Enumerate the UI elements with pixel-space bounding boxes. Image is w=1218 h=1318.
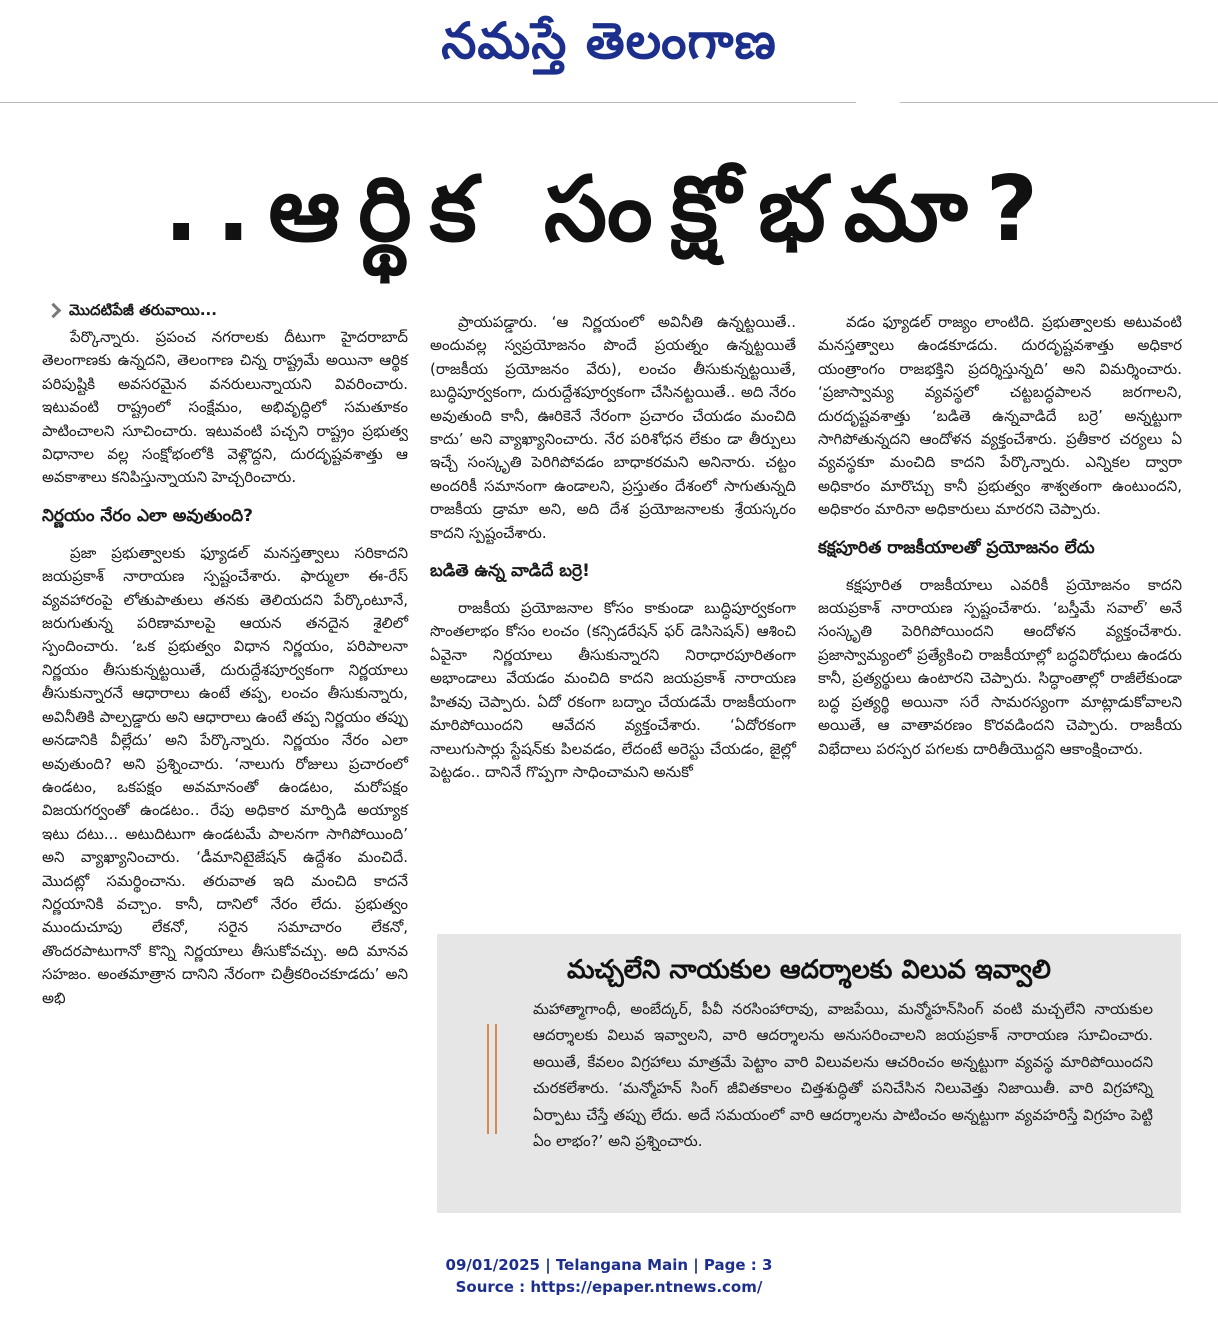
sidebar-box-accent-line xyxy=(487,1024,489,1134)
article-column-1 xyxy=(42,298,408,1010)
column-1-subheading: నిర్ణయం నేరం ఎలా అవుతుంది? xyxy=(42,505,253,526)
column-3-subheading: కక్షపూరిత రాజకీయాలతో ప్రయోజనం లేదు xyxy=(818,537,1095,558)
article-column-3 xyxy=(818,311,1182,761)
column-2-paragraph-2: రాజకీయ ప్రయోజనాల కోసం కాకుండా బుద్ధిపూర్వకంగా సొంతలాభం కోసం లంచం (కన్సిడరేషన్ ఫర్ డెసిసెషన్) ఆశించి ఏవైనా నిర్ణయాలు తీసుకున్నారని నిరాధారపూరితంగా అభాండాలు వేయడం మంచిది కాదని జయప్రకాశ్ నారాయణ హితవు చెప్పారు. ఏదో రకంగా బద్నాం చేయడమే రాజకీయంగా మారిపోయిందని ఆవేదన వ్యక్తంచేశారు. ‘ఏదోరకంగా నాలుగుసార్లు స్టేషన్‌కు పిలవడం, లేదంటే అరెస్టు చేయడం, జైల్లో పెట్టడం.. దానినే గొప్పగా సాధించామని అనుకో xyxy=(430,599,796,781)
column-2-paragraph-1: ప్రాయపడ్డారు. ‘ఆ నిర్ణయంలో అవినీతి ఉన్నట్టయితే.. అందువల్ల స్వప్రయోజనం పొందే ప్రయత్నం ఉన్నట్టయితే (రాజకీయ ప్రయోజనం వేరు), లంచం తీసుకున్నట్టయితే, బుద్ధిపూర్వకంగా, దురుద్దేశపూర్వకంగా చేసినట్టయితే.. అది నేరం అవుతుంది కానీ, ఊరికెనే నేరంగా ప్రచారం చేయడం మంచిది కాదు’ అని వ్యాఖ్యానించారు. నేర పరిశోధన లేకుం డా తీర్పులు ఇచ్చే సంస్కృతి పెరిగిపోవడం బాధాకరమని అనినారు. చట్టం అందరికీ సమానంగా ఉండాలని, ప్రస్తుతం దేశంలో సాగుతున్నది రాజకీయ డ్రామా అని, అది దేశ ప్రయోజనాలకు శ్రేయస్కరం కాదని స్పష్టంచేశారు. xyxy=(430,313,796,542)
footer-source-link[interactable]: Source : https://epaper.ntnews.com/ xyxy=(455,1278,763,1296)
sidebar-box-body xyxy=(533,996,1153,1154)
masthead-divider-left xyxy=(0,102,856,103)
sidebar-box xyxy=(437,934,1181,1213)
continued-label xyxy=(42,298,408,322)
column-1-paragraph-2: ప్రజా ప్రభుత్వాలకు ఫ్యూడల్ మనస్తత్వాలు సరికాదని జయప్రకాశ్ నారాయణ స్పష్టంచేశారు. ఫార్ములా ఈ-రేస్ వ్యవహారంపై లోతుపాతులు తనకు తెలియదని పేర్కొంటూనే, జరుగుతున్న పరిణామాలపై ఆయన తనదైన శైలిలో స్పందించారు. ‘ఒక ప్రభుత్వం విధాన నిర్ణయం, పరిపాలనా నిర్ణయం తీసుకున్నట్టయితే, దురుద్దేశపూర్వకంగా నిర్ణయాలు తీసుకున్నారనే ఆధారాలు ఉంటే తప్ప, లంచం తీసుకున్నారు, అవినీతికి పాల్పడ్డారు అని ఆధారాలు ఉంటే తప్ప నిర్ణయం తప్పు అనడానికి వీల్లేదు’ అని పేర్కొన్నారు. నిర్ణయం నేరం ఎలా అవుతుంది? అని ప్రశ్నించారు. ‘నాలుగు రోజులు ప్రచారంలో ఉండటం, ఒకపక్షం అవమానంతో ఉండటం, మరోపక్షం విజయగర్వంతో ఉండటం.. రేపు అధికార మార్పిడి అయ్యాక ఇటు దటు... అటుదిటుగా ఉండటమే పాలనగా సాగిపోయింది’ అని వ్యాఖ్యానించారు. ‘డీమానిటైజేషన్ ఉద్దేశం మంచిదే. మొదట్లో సమర్థించాను. తరువాత ఇది మంచిది కాదనే నిర్ణయానికి వచ్చాం. కానీ, దానిలో నేరం లేదు. ప్రభుత్వం ముందుచూపు లేకనో, సరైన సమాచారం లేకనో, తొందరపాటుగానో కొన్ని నిర్ణయాలు తీసుకోవచ్చు. అది మానవ సహజం. అంతమాత్రాన దానిని నేరంగా చిత్రీకరించకూడదు’ అని అభి xyxy=(42,543,408,1007)
sidebar-box-paragraph: మహాత్మాగాంధీ, అంబేద్కర్, పీవీ నరసింహారావు, వాజపేయి, మన్మోహన్‌సింగ్ వంటి మచ్చలేని నాయకుల ఆదర్శాలకు విలువ ఇవ్వాలని, వారి ఆదర్శాలను అనుసరించాలని జయప్రకాశ్ నారాయణ సూచించారు. అయితే, కేవలం విగ్రహాలు మాత్రమే పెట్టాం వారి విలువలను ఆచరించం అన్నట్టుగా వ్యవస్థ మారిపోయిందని చురకలేశారు. ‘మన్మోహన్ సింగ్ జీవితకాలం చిత్తశుద్ధితో పనిచేసిన నిలువెత్తు నిజాయితీ. వారి విగ్రహాన్ని ఏర్పాటు చేస్తే తప్పు లేదు. అదే సమయంలో వారి ఆదర్శాలను పాటించం అన్నట్టుగా వ్యవహరిస్తే విగ్రహం పెట్టి ఏం లాభం?’ అని ప్రశ్నించారు. xyxy=(533,1000,1153,1151)
article-column-2 xyxy=(430,311,796,784)
masthead-divider-right xyxy=(900,102,1218,103)
sidebar-box-title: మచ్చలేని నాయకుల ఆదర్శాలకు విలువ ఇవ్వాలి xyxy=(566,955,1051,985)
column-3-paragraph-2: కక్షపూరిత రాజకీయాలు ఎవరికీ ప్రయోజనం కాదని జయప్రకాశ్ నారాయణ స్పష్టంచేశారు. ‘బస్తీమే సవాల్’ అనే సంస్కృతి పెరిగిపోయిందని ఆందోళన వ్యక్తంచేశారు. ప్రజాస్వామ్యంలో ప్రత్యేకించి రాజకీయాల్లో బద్ధవిరోధులు ఉండరు కానీ, ప్రత్యర్థులు ఉంటారని చెప్పారు. సిద్ధాంతాల్లో రాజీలేకుండా బద్ధ ప్రత్యర్థి అయినా సరే సామరస్యంగా మాట్లాడుకోవాలని అయితే, ఆ వాతావరణం కొరవడిందని చెప్పారు. రాజకీయ విభేదాలు పరస్పర పగలకు దారితీయొద్దని ఆకాంక్షించారు. xyxy=(818,575,1182,758)
chevron-right-icon xyxy=(46,302,62,318)
article-headline: ..ఆర్థిక సంక్షోభమా? xyxy=(164,157,1056,262)
newspaper-masthead: నమస్తే తెలంగాణ xyxy=(441,11,777,70)
column-1-paragraph-1: పేర్కొన్నారు. ప్రపంచ నగరాలకు దీటుగా హైదరాబాద్ తెలంగాణకు ఉన్నదని, తెలంగాణ చిన్న రాష్ట్రమే అయినా ఆర్థిక పరిపుష్టికి అవసరమైన వనరులున్నాయని వివరించారు. ఇటువంటి రాష్ట్రంలో సంక్షేమం, అభివృద్ధిలో సమతూకం పాటించాలని సూచించారు. ఇటువంటి పచ్చని రాష్ట్రం ప్రభుత్వ విధానాల వల్ల సంక్షోభంలోకి వెళ్లొద్దని, దురదృష్టవశాత్తు ఆ అవకాశాలు కనిపిస్తున్నాయని హెచ్చరించారు. xyxy=(42,328,408,487)
sidebar-box-accent-line xyxy=(495,1024,497,1134)
footer-edition-info: 09/01/2025 | Telangana Main | Page : 3 xyxy=(445,1256,773,1274)
continued-text: మొదటిపేజీ తరువాయి... xyxy=(69,301,217,319)
column-2-subheading: బడితె ఉన్న వాడిదే బర్రె! xyxy=(430,561,590,582)
page-footer xyxy=(0,1254,1218,1298)
column-3-paragraph-1: వడం ఫ్యూడల్ రాజ్యం లాంటిది. ప్రభుత్వాలకు అటువంటి మనస్తత్వాలు ఉండకూడదు. దురదృష్టవశాత్తు అధికార యంత్రాంగం రాజభక్తిని ప్రదర్శిస్తున్నది’ అని విమర్శించారు. ‘ప్రజాస్వామ్య వ్యవస్థలో చట్టబద్ధపాలన జరగాలని, దురదృష్టవశాత్తు ‘బడితె ఉన్నవాడిదే బర్రె’ అన్నట్టుగా సాగిపోతున్నదని ఆందోళన వ్యక్తంచేశారు. ప్రతీకార చర్యలు ఏ వ్యవస్థకూ మంచిది కాదని పేర్కొన్నారు. ఎన్నికల ద్వారా అధికారం మారొచ్చు కానీ ప్రభుత్వం శాశ్వతంగా ఉంటుందని, అధికారం మారినా అధికారులు మారరని చెప్పారు. xyxy=(818,313,1182,519)
